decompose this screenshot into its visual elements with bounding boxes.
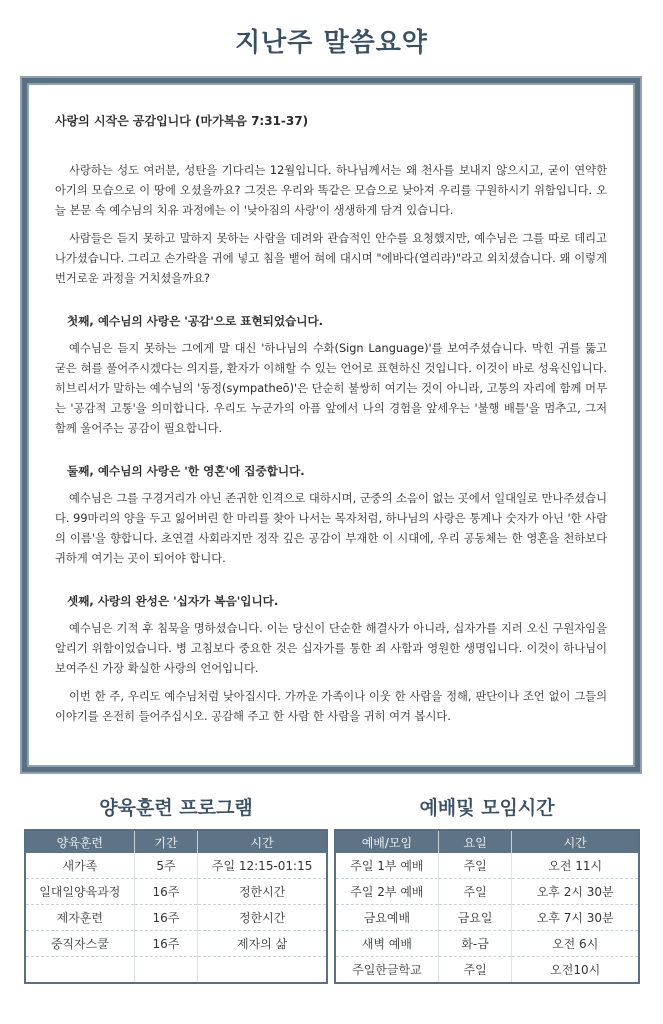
column-header: 양육훈련 [25, 830, 134, 853]
section-heading: 둘째, 예수님의 사랑은 '한 영혼'에 집중합니다. [67, 464, 305, 478]
table-cell: 금요일 [438, 905, 512, 931]
worship-table [334, 829, 640, 984]
table-cell: 16주 [134, 931, 198, 957]
table-row [335, 879, 639, 905]
table-row [335, 905, 639, 931]
table-cell: 16주 [134, 905, 198, 931]
table-cell: 주일 12:15-01:15 [198, 853, 327, 879]
table-row [335, 931, 639, 957]
sermon-body [55, 111, 607, 735]
table-header-row [25, 830, 327, 853]
table-cell: 새가족 [25, 853, 134, 879]
table-cell: 일대일양육과정 [25, 879, 134, 905]
table-row [335, 957, 639, 984]
table-cell: 정한시간 [198, 905, 327, 931]
sermon-paragraph: 이번 한 주, 우리도 예수님처럼 낮아집시다. 가까운 가족이나 이웃 한 사람을 정해, 판단이나 조언 없이 그들의 이야기를 온전히 들어주십시오. 공감해 주고 한 사람 한 사람을 귀히 여겨 봅시다. [55, 690, 607, 723]
table-row [25, 905, 327, 931]
table-cell: 화-금 [438, 931, 512, 957]
table-row [25, 853, 327, 879]
table-cell: 오전 6시 [512, 931, 639, 957]
table-cell: 정한시간 [198, 879, 327, 905]
table-cell: 주일 [438, 853, 512, 879]
table-cell: 중직자스쿨 [25, 931, 134, 957]
table-cell: 금요예배 [335, 905, 438, 931]
sermon-paragraph: 예수님은 기적 후 침묵을 명하셨습니다. 이는 당신이 단순한 해결사가 아니라, 십자가를 지러 오신 구원자임을 알리기 위함이었습니다. 병 고침보다 중요한 것은 십자가를 통한 죄 사함과 영원한 생명입니다. 이것이 하나님이 보여주신 가장 확실한 사랑의 언어입니다. [55, 622, 607, 675]
column-header: 시간 [198, 830, 327, 853]
table-header-row [335, 830, 639, 853]
column-header: 기간 [134, 830, 198, 853]
table-cell: 주일 1부 예배 [335, 853, 438, 879]
sermon-paragraph: 사람들은 듣지 못하고 말하지 못하는 사람을 데려와 관습적인 안수를 요청했지만, 예수님은 그를 따로 데리고 나가셨습니다. 그리고 손가락을 귀에 넣고 침을 뱉어 혀에 대시며 "에바다(열리라)"라고 외치셨습니다. 왜 이렇게 번거로운 과정을 거치셨을까요? [55, 232, 607, 285]
table-cell: 오후 7시 30분 [512, 905, 639, 931]
table-cell: 오전10시 [512, 957, 639, 984]
table-row [25, 879, 327, 905]
section-heading: 셋째, 사랑의 완성은 '십자가 복음'입니다. [67, 594, 279, 608]
section-heading: 첫째, 예수님의 사랑은 '공감'으로 표현되었습니다. [67, 314, 324, 328]
worship-title: 예배및 모임시간 [419, 797, 555, 819]
table-cell: 5주 [134, 853, 198, 879]
table-cell: 오전 11시 [512, 853, 639, 879]
table-cell: 제자훈련 [25, 905, 134, 931]
sermon-paragraph: 예수님은 듣지 못하는 그에게 말 대신 '하나님의 수화(Sign Language)'를 보여주셨습니다. 막힌 귀를 뚫고 굳은 혀를 풀어주시겠다는 의지를, 환자가 이해할 수 있는 언어로 표현하신 것입니다. 이것이 바로 성육신입니다. 히브리서가 말하는 예수님의 '동정(sympatheō)'은 단순히 불쌍히 여기는 것이 아니라, 고통의 자리에 함께 머무는 '공감적 고통'을 의미합니다. 우리도 누군가의 아픔 앞에서 나의 경험을 앞세우는 '불행 배틀'을 멈추고, 그저 함께 울어주는 공감이 필요합니다. [55, 342, 607, 435]
table-row [335, 853, 639, 879]
column-header: 예배/모임 [335, 830, 438, 853]
table-row [25, 931, 327, 957]
sermon-paragraph: 예수님은 그를 구경거리가 아닌 존귀한 인격으로 대하시며, 군중의 소음이 없는 곳에서 일대일로 만나주셨습니다. 99마리의 양을 두고 잃어버린 한 마리를 찾아 나서는 목자처럼, 하나님의 사랑은 통계나 숫자가 아닌 '한 사람의 이름'을 향합니다. 초연결 사회라지만 정작 깊은 공감이 부재한 이 시대에, 우리 공동체는 한 영혼을 천하보다 귀하게 여기는 곳이 되어야 합니다. [55, 492, 607, 565]
table-cell: 오후 2시 30분 [512, 879, 639, 905]
table-cell: 주일 [438, 957, 512, 984]
training-title: 양육훈련 프로그램 [99, 797, 253, 819]
sermon-heading: 사랑의 시작은 공감입니다 (마가복음 7:31-37) [55, 114, 309, 128]
table-cell: 주일한글학교 [335, 957, 438, 984]
column-header: 시간 [512, 830, 639, 853]
table-cell: 새벽 예배 [335, 931, 438, 957]
table-cell: 주일 [438, 879, 512, 905]
page-title: 지난주 말씀요약 [235, 28, 428, 58]
training-table [24, 829, 328, 984]
column-header: 요일 [438, 830, 512, 853]
sermon-paragraph: 사랑하는 성도 여러분, 성탄을 기다리는 12월입니다. 하나님께서는 왜 천사를 보내지 않으시고, 굳이 연약한 아기의 모습으로 이 땅에 오셨을까요? 그것은 우리와 똑같은 모습으로 낮아져 우리를 구원하시기 위함입니다. 오늘 본문 속 예수님의 치유 과정에는 이 '낮아짐의 사랑'이 생생하게 담겨 있습니다. [55, 164, 607, 217]
table-cell: 제자의 삶 [198, 931, 327, 957]
table-cell: 16주 [134, 879, 198, 905]
table-row-empty [25, 957, 327, 984]
sermon-summary-frame [22, 78, 640, 772]
table-cell: 주일 2부 예배 [335, 879, 438, 905]
